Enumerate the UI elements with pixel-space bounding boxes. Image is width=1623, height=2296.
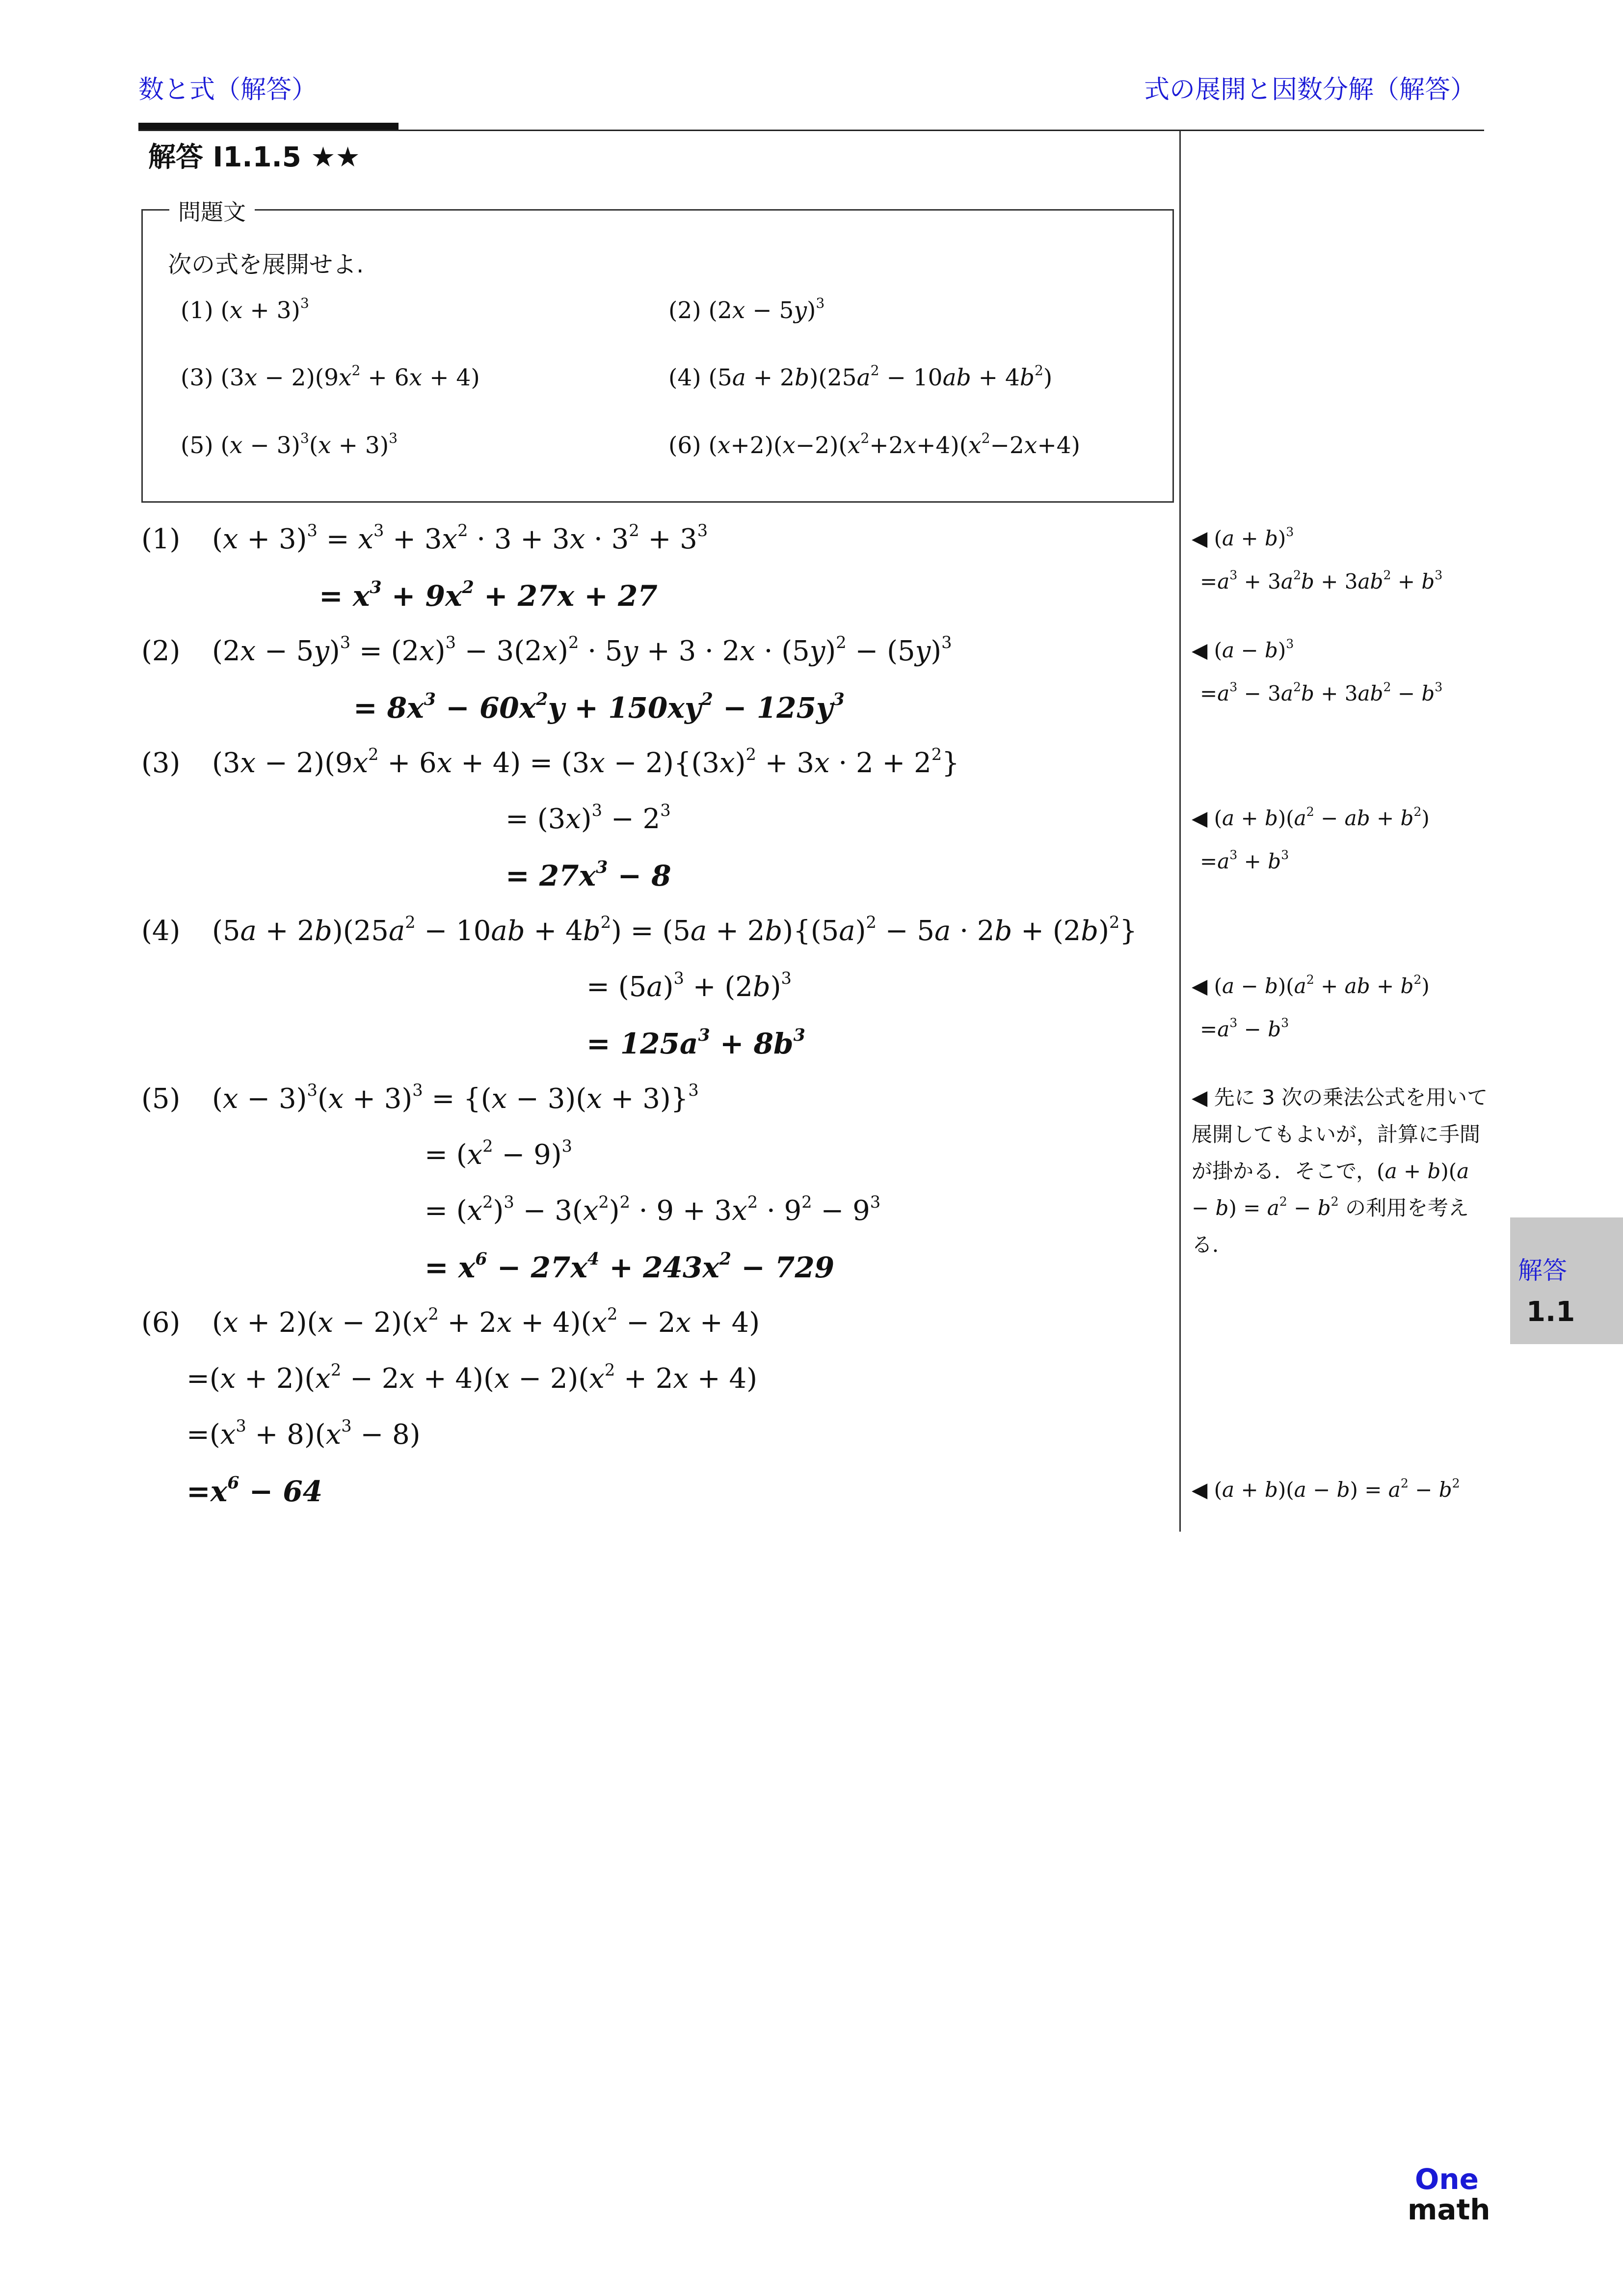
header-right: 式の展開と因数分解（解答） [1144, 75, 1476, 105]
solution-3-line-1: $(3x - 2)(9x^2 + 6x + 4) = (3x - 2)\{(3x)^2 + 3x \cdot 2 + 2^2\}$ [212, 744, 959, 779]
solution-5-line-3: = $(x^2)^3 - 3(x^2)^2 \cdot 9 + 3x^2 \cdot 9^2 - 9^3$ [425, 1192, 881, 1227]
logo-line-2: math [1408, 2193, 1490, 2226]
solution-5-number: (5) [141, 1083, 181, 1115]
problem-item-3: (3) $(3x - 2)(9x^2 + 6x + 4)$ [181, 362, 480, 391]
section-tab-label: 解答 [1518, 1256, 1567, 1285]
solution-1-line-1: $(x + 3)^3 = x^3 + 3x^2 \cdot 3 + 3x \cdot 3^2 + 3^3$ [212, 520, 708, 555]
solution-5-line-1: $(x - 3)^3(x + 3)^3 = \{(x - 3)(x + 3)\}^3$ [212, 1080, 699, 1115]
header-left: 数と式（解答） [138, 75, 318, 105]
solution-3-number: (3) [141, 747, 181, 779]
solution-5-line-2: = $(x^2 - 9)^3$ [425, 1136, 572, 1171]
side-note-4-line-1: ◀ $(a - b)(a^2$ + ab + $b^2$) [1192, 972, 1430, 998]
problem-label: 問題文 [169, 194, 255, 227]
side-note-2-line-2: $=a^3 - 3a^2b + 3ab^2 - b^3$ [1200, 680, 1443, 705]
solution-2-line-1: $(2x - 5y)^3 = (2x)^3 - 3(2x)^2 \cdot 5y + 3 \cdot 2x \cdot (5y)^2 - (5y)^3$ [212, 632, 952, 667]
solution-2-number: (2) [141, 635, 181, 667]
side-note-1-line-1: ◀ $(a + b)^3$ [1192, 525, 1294, 550]
side-note-2-line-1: ◀ $(a - b)^3$ [1192, 637, 1294, 662]
side-note-3-line-1: ◀ $(a + b)(a^2$ − ab + $b^2$) [1192, 805, 1430, 830]
solution-6-line-3: $=(x^3 + 8)(x^3 - 8)$ [186, 1416, 421, 1451]
margin-divider [1179, 131, 1181, 1532]
solution-3-answer: = $27x^3 - 8$ [506, 857, 671, 892]
solution-3-line-2: = $(3x)^3 - 2^3$ [506, 800, 671, 835]
solution-title: 解答 I1.1.5 ★★ [148, 141, 360, 173]
solution-6-line-1: $(x + 2)(x - 2)(x^2 + 2x + 4)(x^2 - 2x + 4)$ [212, 1304, 760, 1339]
problem-instruction: 次の式を展開せよ. [168, 251, 364, 278]
solution-2-answer: = $8x^3 - 60x^2y + 150xy^2 - 125y^3$ [353, 689, 845, 725]
onemath-logo [1408, 2162, 1490, 2226]
header-rule [138, 130, 1484, 131]
solution-4-line-2: = $(5a)^3 + (2b)^3$ [586, 968, 792, 1003]
solution-1-number: (1) [141, 523, 181, 555]
problem-item-6: (6) $(x+2)(x-2)(x^2+2x+4)(x^2-2x+4)$ [668, 430, 1080, 459]
side-note-4-line-2: $=a^3 - b^3$ [1200, 1016, 1289, 1041]
side-note-3-line-2: $=a^3 + b^3$ [1200, 848, 1289, 873]
section-tab-number: 1.1 [1526, 1296, 1575, 1328]
problem-item-2: (2) $(2x - 5y)^3$ [668, 295, 825, 324]
solution-6-answer: $=x^6 - 64$ [186, 1472, 323, 1508]
solution-6-line-2: $=(x + 2)(x^2 - 2x + 4)(x - 2)(x^2 + 2x + 4)$ [186, 1360, 757, 1395]
solution-5-answer: = $x^6 - 27x^4 + 243x^2 - 729$ [425, 1248, 835, 1284]
side-note-1-line-2: $=a^3 + 3a^2b + 3ab^2 + b^3$ [1200, 568, 1443, 594]
solution-1-answer: = $x^3 + 9x^2 + 27x + 27$ [319, 577, 658, 613]
side-note-5: ◀ 先に 3 次の乗法公式を用いて展開してもよいが，計算に手間が掛かる．そこで，$(a + b)(a - b) = a^2 - b^2$ の利用を考える． [1192, 1085, 1488, 1257]
problem-item-4: (4) $(5a + 2b)(25a^2 - 10ab + 4b^2)$ [668, 362, 1053, 391]
logo-line-1: One [1415, 2162, 1479, 2196]
solution-4-number: (4) [141, 915, 181, 947]
solution-4-answer: = $125a^3 + 8b^3$ [586, 1025, 805, 1060]
side-note-6: ◀ $(a + b)(a - b) = a^2 - b^2$ [1192, 1476, 1460, 1502]
solution-6-number: (6) [141, 1307, 181, 1339]
problem-item-1: (1) $(x + 3)^3$ [181, 295, 309, 324]
problem-item-5: (5) $(x - 3)^3(x + 3)^3$ [181, 430, 398, 459]
solution-4-line-1: $(5a + 2b)(25a^2 - 10ab + 4b^2) = (5a + 2b)\{(5a)^2 - 5a \cdot 2b + (2b)^2\}$ [212, 912, 1138, 947]
